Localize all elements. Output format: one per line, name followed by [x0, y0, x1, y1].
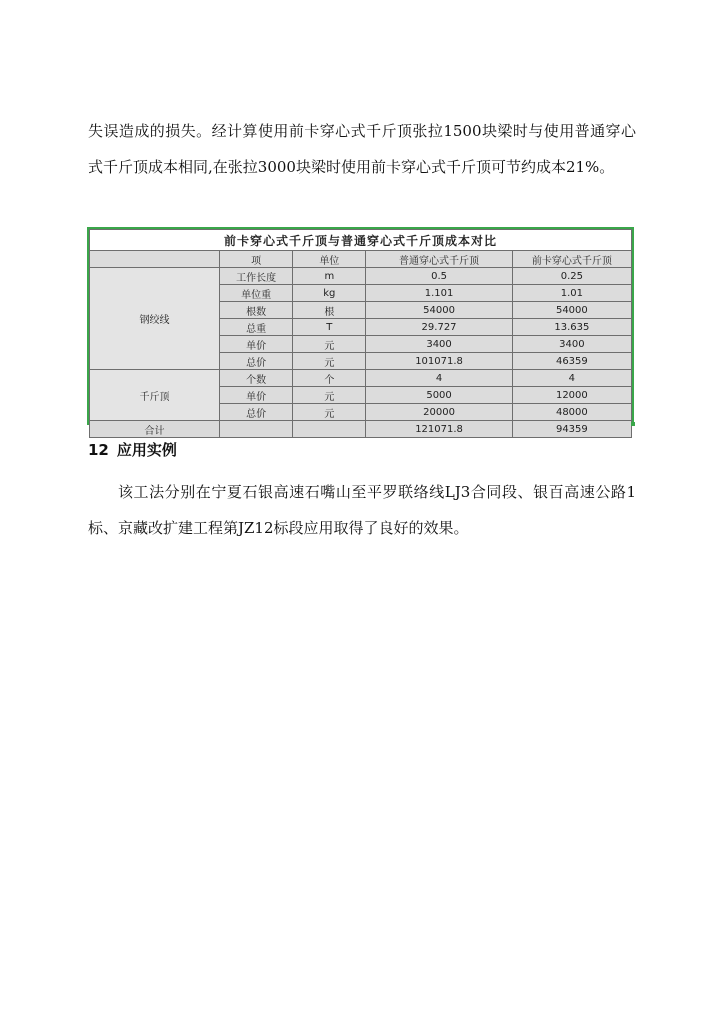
- ordinary-value-cell: 101071.8: [366, 353, 512, 370]
- total-unit-cell: [293, 421, 366, 438]
- header-unit: 单位: [293, 251, 366, 268]
- front-value-cell: 46359: [512, 353, 631, 370]
- item-cell: 总价: [220, 353, 293, 370]
- table-corner-marker: [631, 422, 635, 426]
- table-row: [90, 370, 632, 387]
- total-ordinary-cell: 121071.8: [366, 421, 512, 438]
- front-value-cell: 13.635: [512, 319, 631, 336]
- front-value-cell: 0.25: [512, 268, 631, 285]
- total-front-cell: 94359: [512, 421, 631, 438]
- header-ordinary-jack: 普通穿心式千斤顶: [366, 251, 512, 268]
- table-total-row: [90, 421, 632, 438]
- header-item: 项: [220, 251, 293, 268]
- ordinary-value-cell: 54000: [366, 302, 512, 319]
- cost-comparison-table: [87, 227, 634, 437]
- front-value-cell: 54000: [512, 302, 631, 319]
- application-paragraph: 该工法分别在宁夏石银高速石嘴山至平罗联络线LJ3合同段、银百高速公路1标、京藏改扩建工程第JZ12标段应用取得了良好的效果。: [88, 483, 636, 537]
- ordinary-value-cell: 1.101: [366, 285, 512, 302]
- table-row: [90, 268, 632, 285]
- ordinary-value-cell: 3400: [366, 336, 512, 353]
- unit-cell: m: [293, 268, 366, 285]
- front-value-cell: 48000: [512, 404, 631, 421]
- ordinary-value-cell: 4: [366, 370, 512, 387]
- unit-cell: 元: [293, 336, 366, 353]
- group-label: 千斤顶: [90, 370, 220, 421]
- section-title: 应用实例: [116, 441, 177, 459]
- unit-cell: 元: [293, 353, 366, 370]
- table-title-row: [90, 230, 632, 251]
- ordinary-value-cell: 29.727: [366, 319, 512, 336]
- unit-cell: kg: [293, 285, 366, 302]
- item-cell: 单位重: [220, 285, 293, 302]
- group-label: 钢绞线: [90, 268, 220, 370]
- item-cell: 总价: [220, 404, 293, 421]
- unit-cell: 元: [293, 404, 366, 421]
- front-value-cell: 3400: [512, 336, 631, 353]
- unit-cell: 元: [293, 387, 366, 404]
- cost-table-grid: [89, 229, 632, 438]
- header-empty-cell: [90, 251, 220, 268]
- front-value-cell: 1.01: [512, 285, 631, 302]
- unit-cell: 个: [293, 370, 366, 387]
- item-cell: 工作长度: [220, 268, 293, 285]
- header-front-jack: 前卡穿心式千斤顶: [512, 251, 631, 268]
- unit-cell: 根: [293, 302, 366, 319]
- intro-paragraph: 失误造成的损失。经计算使用前卡穿心式千斤顶张拉1500块梁时与使用普通穿心式千斤顶成本相同,在张拉3000块梁时使用前卡穿心式千斤顶可节约成本21%。: [88, 122, 636, 176]
- table-header-row: [90, 251, 632, 268]
- ordinary-value-cell: 0.5: [366, 268, 512, 285]
- table-title: 前卡穿心式千斤顶与普通穿心式千斤顶成本对比: [90, 230, 632, 251]
- ordinary-value-cell: 20000: [366, 404, 512, 421]
- item-cell: 个数: [220, 370, 293, 387]
- section-number: 12: [88, 441, 109, 459]
- front-value-cell: 4: [512, 370, 631, 387]
- section-heading: [88, 438, 177, 462]
- item-cell: 总重: [220, 319, 293, 336]
- total-label: 合计: [90, 421, 220, 438]
- front-value-cell: 12000: [512, 387, 631, 404]
- item-cell: 单价: [220, 387, 293, 404]
- ordinary-value-cell: 5000: [366, 387, 512, 404]
- item-cell: 根数: [220, 302, 293, 319]
- unit-cell: T: [293, 319, 366, 336]
- cost-table-body: [90, 230, 632, 438]
- item-cell: 单价: [220, 336, 293, 353]
- total-item-cell: [220, 421, 293, 438]
